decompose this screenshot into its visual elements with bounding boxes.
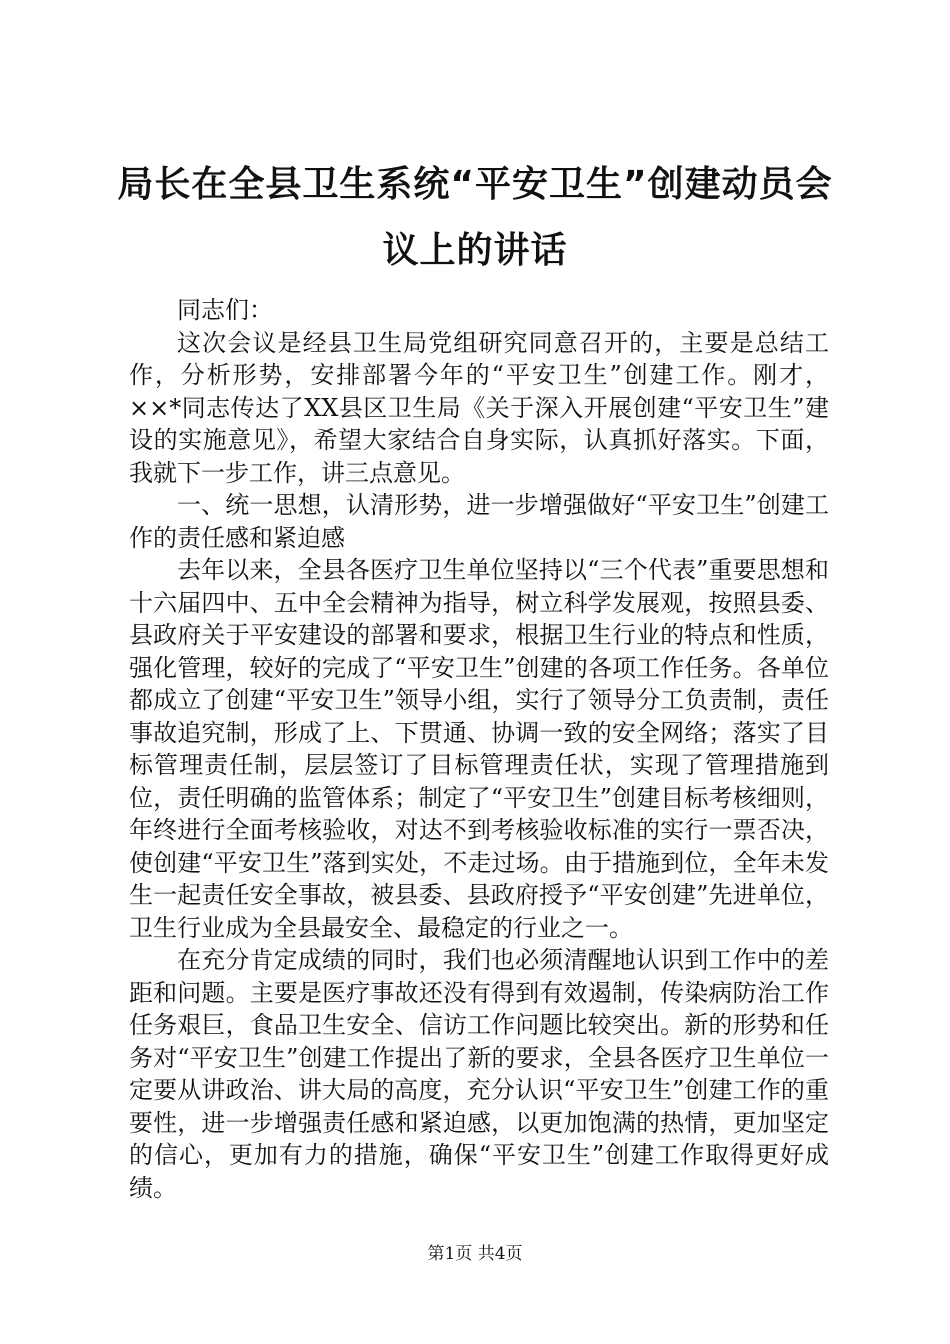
page-number-footer: 第1页 共4页 <box>427 1244 523 1264</box>
salutation-paragraph: 同志们： <box>177 296 273 324</box>
section-heading-1: 一、统一思想，认清形势，进一步增强做好“平安卫生”创建工作的责任感和紧迫感 <box>129 491 829 552</box>
body-paragraph: 在充分肯定成绩的同时，我们也必须清醒地认识到工作中的差距和问题。主要是医疗事故还没有得到有效遏制，传染病防治工作任务艰巨，食品卫生安全、信访工作问题比较突出。新的形势和任务对“平安卫生”创建工作提出了新的要求，全县各医疗卫生单位一定要从讲政治、讲大局的高度，充分认识“平安卫生”创建工作的重要性，进一步增强责任感和紧迫感，以更加饱满的热情，更加坚定的信心，更加有力的措施，确保“平安卫生”创建工作取得更好成绩。 <box>129 946 829 1202</box>
document-title: 局长在全县卫生系统“平安卫生”创建动员会议上的讲话 <box>117 164 833 271</box>
intro-paragraph: 这次会议是经县卫生局党组研究同意召开的，主要是总结工作，分析形势，安排部署今年的“平安卫生”创建工作。刚才，××*同志传达了XX县区卫生局《关于深入开展创建“平安卫生”建设的实施意见》，希望大家结合自身实际，认真抓好落实。下面，我就下一步工作，讲三点意见。 <box>129 328 829 487</box>
body-paragraph: 去年以来，全县各医疗卫生单位坚持以“三个代表”重要思想和十六届四中、五中全会精神为指导，树立科学发展观，按照县委、县政府关于平安建设的部署和要求，根据卫生行业的特点和性质，强化管理，较好的完成了“平安卫生”创建的各项工作任务。各单位都成立了创建“平安卫生”领导小组，实行了领导分工负责制，责任事故追究制，形成了上、下贯通、协调一致的安全网络；落实了目标管理责任制，层层签订了目标管理责任状，实现了管理措施到位，责任明确的监管体系；制定了“平安卫生”创建目标考核细则，年终进行全面考核验收，对达不到考核验收标准的实行一票否决，使创建“平安卫生”落到实处，不走过场。由于措施到位，全年未发生一起责任安全事故，被县委、县政府授予“平安创建”先进单位，卫生行业成为全县最安全、最稳定的行业之一。 <box>129 556 829 942</box>
document-body <box>129 294 829 1204</box>
